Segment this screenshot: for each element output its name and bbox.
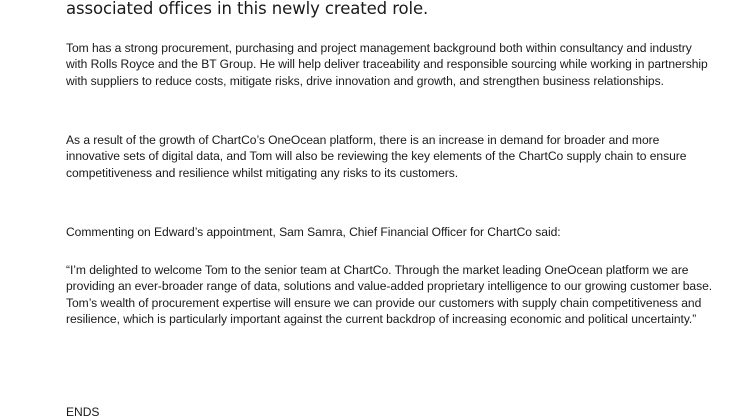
paragraph-growth: As a result of the growth of ChartCo’s OneOcean platform, there is an increase in demand for broader and more innovative sets of digital data, and Tom will also be reviewing the key elements of the ChartCo supply chain to ensure competitiveness and resilience whilst mitigating any risks to its customers. (66, 133, 687, 180)
document-body (66, 0, 726, 419)
paragraph-quote: “I’m delighted to welcome Tom to the senior team at ChartCo. Through the market leading OneOcean platform we are providing an ever-broader range of data, solutions and value-added proprietary intelligence to our growing customer base. Tom’s wealth of procurement expertise will ensure we can provide our customers with supply chain competitiveness and resilience, which is particularly important against the current backdrop of increasing economic and political uncertainty.” (66, 263, 713, 326)
paragraph-background: Tom has a strong procurement, purchasing and project management background both within consultancy and industry with Rolls Royce and the BT Group. He will help deliver traceability and responsible sourcing while working in partnership with suppliers to reduce costs, mitigate risks, drive innovation and growth, and strengthen business relationships. (66, 41, 708, 88)
paragraph-ends: ENDS (66, 405, 100, 419)
lead-line: associated offices in this newly created role. (66, 0, 429, 18)
paragraph-commenting: Commenting on Edward’s appointment, Sam Samra, Chief Financial Officer for ChartCo said: (66, 225, 561, 239)
